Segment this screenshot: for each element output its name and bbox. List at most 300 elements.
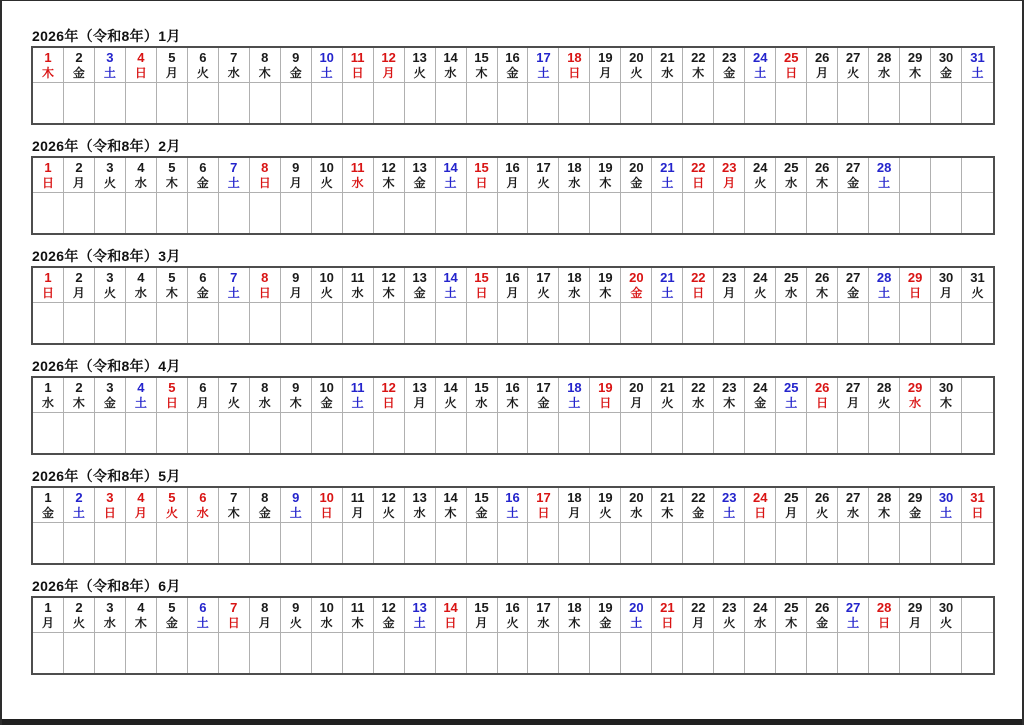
- day-number: 29: [907, 270, 923, 285]
- day-cell: [838, 488, 869, 523]
- empty-note-cell: [126, 523, 157, 563]
- day-number: 13: [412, 160, 427, 175]
- day-cell: [281, 158, 312, 193]
- empty-note-cell: [374, 83, 405, 123]
- day-weekday: 金: [630, 176, 643, 190]
- day-weekday: 日: [444, 616, 457, 630]
- day-cell: [931, 488, 962, 523]
- day-number: 12: [381, 50, 396, 65]
- day-number: 27: [845, 600, 861, 615]
- day-weekday: 日: [692, 286, 705, 300]
- day-weekday: 金: [630, 286, 643, 300]
- day-cell: [250, 158, 281, 193]
- day-cell: [126, 158, 157, 193]
- day-weekday: 月: [351, 506, 364, 520]
- day-number: 22: [691, 490, 706, 505]
- day-cell: [157, 598, 188, 633]
- day-number: 1: [44, 380, 52, 395]
- day-number: 23: [722, 50, 737, 65]
- day-number: 2: [75, 160, 83, 175]
- day-weekday: 金: [847, 176, 860, 190]
- day-weekday: 日: [103, 506, 116, 520]
- day-weekday: 土: [72, 506, 85, 520]
- day-number: 18: [567, 600, 582, 615]
- day-weekday: 月: [909, 616, 922, 630]
- day-number: 20: [629, 270, 644, 285]
- day-number: 8: [261, 380, 269, 395]
- day-weekday: 日: [227, 616, 240, 630]
- day-number: 9: [292, 490, 300, 505]
- day-cell: [776, 158, 807, 193]
- day-cell: [250, 488, 281, 523]
- day-weekday: 火: [661, 396, 674, 410]
- day-number: 17: [536, 600, 551, 615]
- day-number: 4: [137, 490, 145, 505]
- empty-note-cell: [590, 303, 621, 343]
- day-number: 19: [598, 50, 613, 65]
- day-weekday: 月: [816, 66, 829, 80]
- day-number: 2: [75, 270, 83, 285]
- day-weekday: 金: [413, 176, 426, 190]
- day-weekday: 水: [351, 286, 364, 300]
- day-number: 7: [230, 160, 238, 175]
- day-weekday: 金: [506, 66, 519, 80]
- empty-note-cell: [528, 633, 559, 673]
- empty-note-cell: [498, 83, 529, 123]
- day-number: 4: [137, 160, 145, 175]
- day-weekday: 木: [940, 396, 953, 410]
- day-cell: [776, 598, 807, 633]
- empty-note-cell: [95, 83, 126, 123]
- day-weekday: 火: [878, 396, 891, 410]
- day-cell: [528, 268, 559, 303]
- day-weekday: 水: [134, 286, 147, 300]
- day-number: 12: [381, 600, 396, 615]
- day-number: 2: [75, 380, 83, 395]
- day-cell: [157, 48, 188, 83]
- day-cell: [652, 158, 683, 193]
- empty-note-cell: [838, 193, 869, 233]
- day-cell: [621, 488, 652, 523]
- day-weekday: 火: [940, 616, 953, 630]
- day-number: 24: [753, 490, 768, 505]
- empty-note-cell: [343, 523, 374, 563]
- day-cell: [33, 488, 64, 523]
- empty-note-cell: [281, 633, 312, 673]
- day-cell: [374, 378, 405, 413]
- empty-note-cell: [157, 303, 188, 343]
- day-cell: [374, 268, 405, 303]
- empty-note-cell: [962, 193, 993, 233]
- day-weekday: 金: [599, 616, 612, 630]
- day-number: 23: [722, 380, 737, 395]
- day-weekday: 木: [134, 616, 147, 630]
- day-number: 22: [691, 160, 706, 175]
- day-weekday: 日: [320, 506, 333, 520]
- empty-note-cell: [250, 83, 281, 123]
- empty-note-cell: [219, 413, 250, 453]
- empty-note-cell: [931, 413, 962, 453]
- day-weekday: 土: [661, 176, 674, 190]
- day-weekday: 月: [599, 66, 612, 80]
- day-weekday: 月: [289, 176, 302, 190]
- day-number: 17: [536, 270, 551, 285]
- day-number: 27: [845, 490, 861, 505]
- blank-day-cell: [931, 158, 962, 193]
- empty-note-cell: [838, 413, 869, 453]
- day-number: 13: [412, 380, 427, 395]
- day-number: 26: [814, 160, 830, 175]
- day-weekday: 月: [382, 66, 395, 80]
- empty-note-cell: [807, 523, 838, 563]
- day-number: 15: [474, 600, 489, 615]
- empty-note-cell: [962, 303, 993, 343]
- day-weekday: 火: [196, 66, 209, 80]
- empty-note-cell: [33, 413, 64, 453]
- day-cell: [219, 158, 250, 193]
- empty-note-cell: [312, 193, 343, 233]
- day-weekday: 月: [258, 616, 271, 630]
- day-cell: [467, 598, 498, 633]
- empty-note-cell: [807, 303, 838, 343]
- empty-note-cell: [776, 633, 807, 673]
- day-weekday: 水: [41, 396, 54, 410]
- empty-note-cell: [652, 633, 683, 673]
- day-weekday: 月: [41, 616, 54, 630]
- empty-note-cell: [807, 633, 838, 673]
- day-cell: [157, 268, 188, 303]
- day-weekday: 土: [227, 176, 240, 190]
- day-weekday: 木: [723, 396, 736, 410]
- day-number: 20: [629, 490, 644, 505]
- day-cell: [528, 488, 559, 523]
- day-weekday: 金: [165, 616, 178, 630]
- empty-note-cell: [467, 413, 498, 453]
- day-number: 18: [567, 270, 582, 285]
- day-cell: [219, 48, 250, 83]
- day-number: 11: [350, 50, 365, 65]
- day-cell: [776, 48, 807, 83]
- empty-note-cell: [312, 413, 343, 453]
- day-number: 5: [168, 490, 176, 505]
- day-cell: [188, 488, 219, 523]
- day-number: 21: [660, 600, 675, 615]
- day-cell: [652, 598, 683, 633]
- empty-note-cell: [157, 633, 188, 673]
- day-number: 5: [168, 270, 176, 285]
- day-weekday: 火: [444, 396, 457, 410]
- empty-note-cell: [157, 413, 188, 453]
- day-cell: [559, 378, 590, 413]
- day-number: 17: [536, 490, 551, 505]
- day-weekday: 水: [909, 396, 922, 410]
- day-weekday: 水: [134, 176, 147, 190]
- day-number: 22: [691, 50, 706, 65]
- day-weekday: 金: [909, 506, 922, 520]
- day-weekday: 土: [878, 176, 891, 190]
- empty-note-cell: [219, 193, 250, 233]
- day-number: 26: [814, 50, 830, 65]
- empty-note-cell: [652, 523, 683, 563]
- empty-note-cell: [281, 303, 312, 343]
- empty-note-cell: [312, 633, 343, 673]
- day-cell: [714, 598, 745, 633]
- day-cell: [436, 48, 467, 83]
- day-number: 24: [753, 160, 768, 175]
- empty-note-cell: [621, 303, 652, 343]
- day-weekday: 月: [506, 176, 519, 190]
- day-number: 18: [567, 50, 582, 65]
- day-cell: [281, 378, 312, 413]
- empty-note-cell: [621, 633, 652, 673]
- day-cell: [374, 158, 405, 193]
- calendar-content: [2, 1, 1022, 675]
- day-number: 26: [814, 600, 830, 615]
- day-weekday: 土: [320, 66, 333, 80]
- day-weekday: 木: [816, 286, 829, 300]
- day-weekday: 火: [382, 506, 395, 520]
- day-number: 15: [474, 50, 489, 65]
- empty-note-cell: [745, 523, 776, 563]
- day-weekday: 月: [196, 396, 209, 410]
- day-number: 14: [443, 50, 458, 65]
- day-weekday: 月: [692, 616, 705, 630]
- day-weekday: 火: [103, 176, 116, 190]
- day-cell: [652, 268, 683, 303]
- day-number: 31: [970, 50, 985, 65]
- day-cell: [683, 158, 714, 193]
- day-weekday: 水: [568, 286, 581, 300]
- day-number: 6: [199, 270, 207, 285]
- empty-note-cell: [652, 303, 683, 343]
- day-cell: [652, 378, 683, 413]
- day-cell: [745, 378, 776, 413]
- day-cell: [931, 48, 962, 83]
- day-weekday: 水: [754, 616, 767, 630]
- day-weekday: 火: [537, 176, 550, 190]
- empty-note-cell: [281, 413, 312, 453]
- empty-note-cell: [126, 303, 157, 343]
- empty-note-cell: [64, 523, 95, 563]
- empty-note-cell: [219, 303, 250, 343]
- empty-note-cell: [683, 303, 714, 343]
- day-cell: [652, 48, 683, 83]
- day-cell: [219, 268, 250, 303]
- day-weekday: 日: [351, 66, 364, 80]
- day-weekday: 火: [413, 66, 426, 80]
- day-weekday: 火: [165, 506, 178, 520]
- day-number: 25: [783, 270, 799, 285]
- day-cell: [838, 48, 869, 83]
- day-cell: [931, 598, 962, 633]
- day-cell: [64, 268, 95, 303]
- empty-note-cell: [869, 193, 900, 233]
- day-number: 22: [691, 270, 706, 285]
- day-weekday: 火: [320, 176, 333, 190]
- day-cell: [33, 598, 64, 633]
- empty-note-cell: [807, 83, 838, 123]
- day-weekday: 日: [816, 396, 829, 410]
- empty-note-cell: [405, 303, 436, 343]
- day-weekday: 月: [847, 396, 860, 410]
- empty-note-cell: [436, 193, 467, 233]
- day-cell: [838, 268, 869, 303]
- empty-note-cell: [95, 413, 126, 453]
- day-cell: [312, 268, 343, 303]
- day-cell: [528, 598, 559, 633]
- day-number: 15: [474, 380, 489, 395]
- day-number: 28: [876, 600, 892, 615]
- empty-note-cell: [95, 303, 126, 343]
- empty-note-cell: [126, 83, 157, 123]
- day-weekday: 木: [382, 176, 395, 190]
- day-number: 25: [783, 380, 799, 395]
- month-title: 2026年（令和8年）6月: [32, 578, 181, 594]
- empty-note-cell: [188, 413, 219, 453]
- day-number: 5: [168, 600, 176, 615]
- day-cell: [900, 48, 931, 83]
- day-weekday: 火: [754, 176, 767, 190]
- day-cell: [900, 268, 931, 303]
- month-block: [31, 358, 995, 455]
- day-weekday: 日: [475, 286, 488, 300]
- day-cell: [157, 158, 188, 193]
- day-number: 3: [106, 160, 114, 175]
- day-number: 3: [106, 270, 114, 285]
- day-weekday: 土: [506, 506, 519, 520]
- bottom-edge-bar: [2, 719, 1022, 725]
- day-cell: [745, 488, 776, 523]
- day-number: 30: [938, 50, 954, 65]
- month-block: [31, 578, 995, 675]
- month-title: 2026年（令和8年）4月: [32, 358, 181, 374]
- day-weekday: 日: [785, 66, 798, 80]
- day-weekday: 木: [599, 286, 612, 300]
- empty-note-cell: [776, 83, 807, 123]
- day-cell: [343, 158, 374, 193]
- day-weekday: 日: [754, 506, 767, 520]
- empty-note-cell: [436, 83, 467, 123]
- empty-note-cell: [869, 633, 900, 673]
- empty-note-cell: [467, 193, 498, 233]
- day-number: 1: [44, 270, 52, 285]
- day-number: 9: [292, 50, 300, 65]
- day-weekday: 金: [723, 66, 736, 80]
- day-weekday: 日: [258, 176, 271, 190]
- day-number: 13: [412, 490, 427, 505]
- empty-note-cell: [559, 83, 590, 123]
- empty-note-cell: [900, 413, 931, 453]
- day-weekday: 金: [754, 396, 767, 410]
- day-cell: [807, 268, 838, 303]
- day-number: 3: [106, 600, 114, 615]
- day-number: 16: [505, 50, 520, 65]
- empty-note-cell: [312, 303, 343, 343]
- day-weekday: 土: [134, 396, 147, 410]
- day-weekday: 水: [444, 66, 457, 80]
- day-number: 2: [75, 600, 83, 615]
- day-cell: [652, 488, 683, 523]
- day-weekday: 月: [568, 506, 581, 520]
- empty-note-cell: [250, 303, 281, 343]
- day-weekday: 水: [351, 176, 364, 190]
- day-cell: [312, 598, 343, 633]
- empty-note-cell: [838, 303, 869, 343]
- day-cell: [528, 158, 559, 193]
- day-weekday: 土: [785, 396, 798, 410]
- day-weekday: 土: [568, 396, 581, 410]
- empty-note-cell: [559, 633, 590, 673]
- day-cell: [467, 268, 498, 303]
- day-weekday: 月: [785, 506, 798, 520]
- day-cell: [621, 158, 652, 193]
- empty-note-cell: [188, 633, 219, 673]
- empty-note-cell: [745, 413, 776, 453]
- month-title: 2026年（令和8年）2月: [32, 138, 181, 154]
- day-number: 23: [722, 600, 737, 615]
- day-number: 11: [350, 160, 365, 175]
- day-cell: [869, 488, 900, 523]
- day-number: 21: [660, 160, 675, 175]
- day-cell: [95, 158, 126, 193]
- day-cell: [621, 268, 652, 303]
- empty-note-cell: [312, 83, 343, 123]
- day-cell: [807, 158, 838, 193]
- day-weekday: 日: [909, 286, 922, 300]
- empty-note-cell: [95, 193, 126, 233]
- empty-note-cell: [405, 83, 436, 123]
- empty-note-cell: [683, 413, 714, 453]
- empty-note-cell: [931, 303, 962, 343]
- day-cell: [559, 268, 590, 303]
- day-number: 21: [660, 490, 675, 505]
- day-number: 16: [505, 160, 520, 175]
- empty-note-cell: [714, 303, 745, 343]
- day-number: 29: [907, 490, 923, 505]
- day-weekday: 月: [413, 396, 426, 410]
- day-weekday: 日: [134, 66, 147, 80]
- day-cell: [962, 48, 993, 83]
- day-weekday: 火: [103, 286, 116, 300]
- day-cell: [343, 48, 374, 83]
- empty-note-cell: [559, 523, 590, 563]
- day-weekday: 火: [320, 286, 333, 300]
- day-cell: [64, 378, 95, 413]
- day-cell: [343, 598, 374, 633]
- empty-note-cell: [436, 633, 467, 673]
- day-number: 8: [261, 160, 269, 175]
- day-number: 20: [629, 160, 644, 175]
- day-number: 4: [137, 50, 145, 65]
- day-cell: [188, 48, 219, 83]
- day-number: 22: [691, 380, 706, 395]
- empty-note-cell: [405, 633, 436, 673]
- day-cell: [436, 598, 467, 633]
- empty-note-cell: [962, 413, 993, 453]
- empty-note-cell: [374, 413, 405, 453]
- day-cell: [95, 598, 126, 633]
- empty-note-cell: [590, 193, 621, 233]
- empty-note-cell: [528, 303, 559, 343]
- day-weekday: 月: [630, 396, 643, 410]
- empty-note-cell: [900, 193, 931, 233]
- day-number: 27: [845, 270, 861, 285]
- day-weekday: 金: [382, 616, 395, 630]
- day-weekday: 月: [72, 176, 85, 190]
- empty-note-cell: [436, 413, 467, 453]
- day-weekday: 月: [289, 286, 302, 300]
- day-weekday: 金: [41, 506, 54, 520]
